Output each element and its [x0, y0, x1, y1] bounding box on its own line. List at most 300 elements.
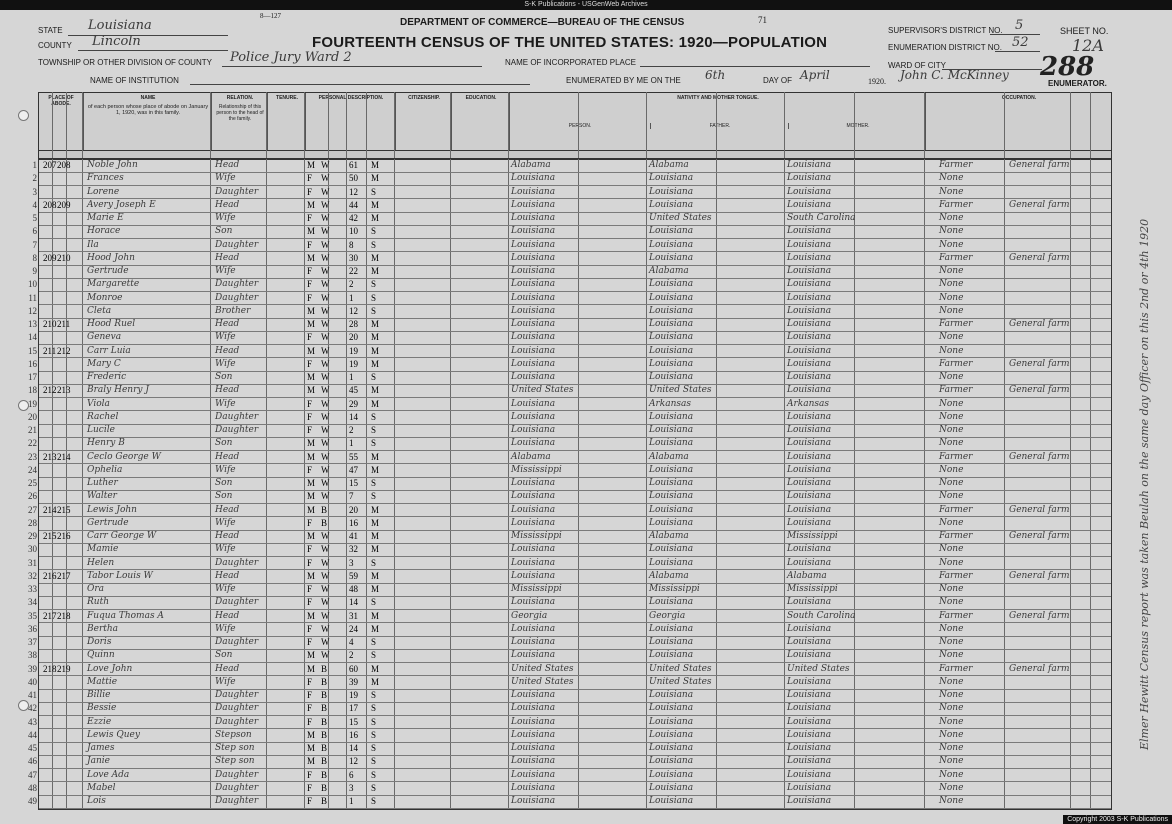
cell-rel: Son [215, 438, 233, 449]
cell-name: Frances [87, 173, 124, 184]
cell-mar: S [371, 239, 377, 250]
cell-mborn: Louisiana [787, 252, 832, 263]
cell-mborn: Louisiana [787, 597, 832, 608]
cell-rel: Daughter [215, 782, 259, 793]
line-number: 24 [28, 464, 37, 475]
cell-mar: S [371, 491, 377, 502]
cell-rel: Stepson [215, 729, 252, 740]
cell-born: Louisiana [511, 332, 556, 343]
cell-rel: Daughter [215, 796, 259, 806]
cell-rel: Daughter [215, 716, 259, 727]
cell-rel: Daughter [215, 703, 259, 714]
cell-occ: Farmer [939, 319, 973, 329]
line-number: 22 [28, 438, 37, 449]
cell-name: Noble John [87, 160, 138, 170]
line-number: 5 [32, 213, 37, 223]
line-number: 3 [32, 186, 37, 197]
cell-age: 48 [349, 584, 358, 594]
cell-ind: General farm [1009, 531, 1070, 541]
cell-rel: Daughter [215, 411, 259, 422]
cell-race: B [321, 703, 328, 714]
cell-race: W [321, 531, 330, 541]
cell-born: Louisiana [511, 279, 556, 290]
cell-fborn: United States [649, 676, 712, 687]
line-number: 7 [32, 239, 37, 250]
cell-born: Louisiana [511, 213, 556, 223]
cell-name: Carr Luia [87, 345, 131, 356]
cell-born: Louisiana [511, 226, 556, 237]
line-number: 36 [28, 623, 37, 634]
page-mark: 71 [758, 15, 767, 25]
cell-born: United States [511, 676, 574, 687]
cell-born: Alabama [511, 160, 551, 170]
cell-mborn: Louisiana [787, 279, 832, 290]
cell-dw: 217 [43, 610, 57, 621]
cell-occ: Farmer [939, 199, 973, 210]
cell-name: Horace [87, 226, 121, 237]
cell-fborn: Louisiana [649, 690, 694, 700]
cell-race: W [321, 491, 330, 502]
cell-mar: S [371, 372, 377, 382]
cell-sex: F [307, 186, 313, 197]
cell-race: W [321, 478, 330, 488]
cell-sex: M [307, 438, 316, 449]
cell-age: 29 [349, 398, 358, 409]
cell-race: W [321, 398, 330, 409]
cell-rel: Head [215, 199, 240, 210]
cell-sex: F [307, 676, 313, 687]
cell-fborn: Louisiana [649, 769, 694, 780]
cell-mborn: Louisiana [787, 650, 832, 661]
cell-name: Ruth [87, 597, 109, 608]
cell-mborn: Mississippi [787, 531, 838, 541]
line-number: 45 [28, 743, 37, 753]
cell-age: 14 [349, 411, 358, 422]
cell-mborn: Louisiana [787, 796, 832, 806]
cell-sex: M [307, 531, 316, 541]
cell-mar: M [371, 623, 380, 634]
cell-fborn: Louisiana [649, 425, 694, 435]
cell-name: Cleta [87, 305, 112, 316]
cell-fborn: Georgia [649, 610, 686, 621]
cell-rel: Wife [215, 266, 236, 276]
cell-rel: Step son [215, 743, 255, 753]
cell-occ: None [939, 743, 964, 753]
cell-mborn: Louisiana [787, 769, 832, 780]
table-row [28, 318, 1111, 332]
cell-mar: S [371, 729, 377, 740]
cell-fborn: Louisiana [649, 332, 694, 343]
cell-race: W [321, 372, 330, 382]
cell-age: 41 [349, 531, 358, 541]
cell-rel: Head [215, 345, 240, 356]
cell-race: W [321, 266, 330, 276]
cell-sex: F [307, 597, 313, 608]
cell-race: W [321, 239, 330, 250]
cell-born: Louisiana [511, 438, 556, 449]
cell-mborn: Louisiana [787, 438, 832, 449]
cell-sex: F [307, 398, 313, 409]
cell-fborn: Louisiana [649, 623, 694, 634]
cell-dw: 210 [43, 319, 57, 329]
cell-mar: S [371, 186, 377, 197]
cell-born: Louisiana [511, 491, 556, 502]
cell-race: W [321, 637, 330, 647]
table-row [28, 530, 1111, 544]
cell-rel: Daughter [215, 690, 259, 700]
cell-occ: Farmer [939, 385, 973, 396]
line-number: 42 [28, 703, 37, 714]
cell-fam: 214 [57, 451, 71, 462]
cell-sex: F [307, 292, 313, 303]
line-number: 47 [28, 769, 37, 780]
cell-age: 2 [349, 425, 354, 435]
cell-fborn: Alabama [649, 160, 689, 170]
line-number: 4 [32, 199, 37, 210]
cell-born: Mississippi [511, 464, 562, 475]
cell-ind: General farm [1009, 610, 1070, 621]
enumeration-value: 52 [1012, 35, 1029, 50]
cell-born: Louisiana [511, 266, 556, 276]
col-tenure: TENURE. [267, 93, 306, 151]
table-row [28, 689, 1111, 703]
cell-age: 42 [349, 213, 358, 223]
cell-mborn: Louisiana [787, 160, 832, 170]
line-number: 15 [28, 345, 37, 356]
cell-race: B [321, 796, 328, 806]
table-row [28, 424, 1111, 438]
form-number: 8—127 [260, 12, 281, 20]
cell-occ: None [939, 239, 964, 250]
cell-mar: M [371, 570, 380, 581]
cell-mar: M [371, 663, 380, 674]
cell-mborn: Louisiana [787, 623, 832, 634]
cell-rel: Daughter [215, 239, 259, 250]
line-number: 48 [28, 782, 37, 793]
cell-mar: S [371, 716, 377, 727]
cell-mar: S [371, 279, 377, 290]
cell-race: W [321, 199, 330, 210]
line-number: 2 [32, 173, 37, 184]
cell-mar: M [371, 332, 380, 343]
cell-mborn: Louisiana [787, 782, 832, 793]
enumerator-name: John C. McKinney [900, 68, 1009, 82]
cell-fborn: Louisiana [649, 597, 694, 608]
cell-rel: Son [215, 372, 233, 382]
cell-mborn: Louisiana [787, 703, 832, 714]
cell-sex: F [307, 623, 313, 634]
line-number: 20 [28, 411, 37, 422]
table-row [28, 358, 1111, 372]
cell-occ: None [939, 623, 964, 634]
line-number: 12 [28, 305, 37, 316]
cell-age: 28 [349, 319, 358, 329]
cell-rel: Son [215, 650, 233, 661]
table-row [32, 186, 1111, 200]
cell-age: 14 [349, 597, 358, 608]
cell-fborn: Louisiana [649, 716, 694, 727]
line-number: 37 [28, 637, 37, 647]
table-row [28, 331, 1111, 345]
cell-fborn: Louisiana [649, 186, 694, 197]
table-row [32, 199, 1111, 213]
cell-mar: S [371, 637, 377, 647]
cell-age: 12 [349, 756, 358, 767]
cell-mar: S [371, 769, 377, 780]
cell-age: 1 [349, 292, 354, 303]
cell-born: Louisiana [511, 557, 556, 568]
county-label: COUNTY [38, 41, 72, 50]
cell-occ: None [939, 266, 964, 276]
line-number: 31 [28, 557, 37, 568]
cell-name: Ezzie [87, 716, 112, 727]
cell-occ: None [939, 729, 964, 740]
line-number: 10 [28, 279, 37, 290]
table-row [28, 663, 1111, 677]
cell-mar: S [371, 756, 377, 767]
cell-name: Bertha [87, 623, 119, 634]
cell-fam: 209 [57, 199, 71, 210]
cell-fborn: Louisiana [649, 517, 694, 528]
cell-ind: General farm [1009, 252, 1070, 263]
cell-ind: General farm [1009, 663, 1070, 674]
cell-age: 15 [349, 478, 358, 488]
table-row [28, 464, 1111, 478]
cell-occ: None [939, 690, 964, 700]
cell-born: Louisiana [511, 690, 556, 700]
cell-sex: M [307, 729, 316, 740]
table-row [28, 716, 1111, 730]
enumeration-label: ENUMERATION DISTRICT NO. [888, 43, 1002, 52]
line-number: 32 [28, 570, 37, 581]
county-value: Lincoln [92, 34, 141, 49]
cell-occ: None [939, 544, 964, 555]
cell-born: Louisiana [511, 292, 556, 303]
cell-rel: Head [215, 531, 240, 541]
cell-mborn: Louisiana [787, 544, 832, 555]
table-row [28, 278, 1111, 292]
cell-mborn: Louisiana [787, 239, 832, 250]
line-number: 30 [28, 544, 37, 555]
cell-born: Louisiana [511, 425, 556, 435]
cell-mborn: Louisiana [787, 756, 832, 767]
line-number: 8 [32, 252, 37, 263]
cell-name: James [87, 743, 115, 753]
cell-fborn: Louisiana [649, 637, 694, 647]
cell-occ: None [939, 491, 964, 502]
cell-fborn: United States [649, 213, 712, 223]
cell-sex: F [307, 425, 313, 435]
cell-mborn: Louisiana [787, 451, 832, 462]
cell-mar: M [371, 173, 380, 184]
cell-fborn: Louisiana [649, 464, 694, 475]
cell-fborn: Louisiana [649, 478, 694, 488]
cell-rel: Wife [215, 464, 236, 475]
table-row [32, 225, 1111, 239]
census-title: FOURTEENTH CENSUS OF THE UNITED STATES: 1920—POPULATION [312, 34, 828, 51]
cell-sex: M [307, 372, 316, 382]
col-nativity: NATIVITY AND MOTHER TONGUE. PERSON. FATHER. MOTHER. [509, 93, 926, 151]
col-personal-description: PERSONAL DESCRIPTION. [305, 93, 396, 151]
cell-name: Walter [87, 491, 117, 502]
cell-name: Rachel [87, 411, 119, 422]
cell-mborn: South Carolina [787, 213, 856, 223]
cell-mborn: Louisiana [787, 637, 832, 647]
cell-race: W [321, 332, 330, 343]
col-relation: RELATION. Relationship of this person to the head of the family. [211, 93, 268, 151]
cell-age: 17 [349, 703, 358, 714]
cell-fborn: Louisiana [649, 345, 694, 356]
cell-sex: F [307, 279, 313, 290]
cell-mar: S [371, 796, 377, 806]
cell-mar: M [371, 517, 380, 528]
cell-occ: None [939, 597, 964, 608]
cell-mborn: Mississippi [787, 584, 838, 594]
cell-age: 7 [349, 491, 354, 502]
cell-rel: Wife [215, 213, 236, 223]
cell-race: W [321, 213, 330, 223]
cell-race: W [321, 411, 330, 422]
cell-born: Louisiana [511, 796, 556, 806]
line-number: 38 [28, 650, 37, 661]
cell-race: W [321, 557, 330, 568]
cell-name: Luther [87, 478, 118, 488]
cell-fborn: Louisiana [649, 729, 694, 740]
cell-ind: General farm [1009, 504, 1070, 515]
cell-occ: None [939, 279, 964, 290]
cell-age: 2 [349, 279, 354, 290]
cell-age: 19 [349, 345, 358, 356]
line-number: 33 [28, 584, 37, 594]
cell-born: Louisiana [511, 199, 556, 210]
cell-mborn: Louisiana [787, 358, 832, 369]
cell-age: 4 [349, 637, 354, 647]
cell-name: Doris [87, 637, 112, 647]
cell-age: 45 [349, 385, 358, 396]
cell-sex: F [307, 213, 313, 223]
cell-age: 44 [349, 199, 358, 210]
cell-race: W [321, 385, 330, 396]
cell-race: B [321, 756, 328, 767]
cell-dw: 209 [43, 252, 57, 263]
cell-occ: Farmer [939, 358, 973, 369]
cell-name: Ora [87, 584, 105, 594]
cell-dw: 207 [43, 160, 57, 170]
cell-sex: M [307, 385, 316, 396]
cell-sex: M [307, 743, 316, 753]
cell-name: Billie [87, 690, 111, 700]
cell-rel: Head [215, 610, 240, 621]
col-occupation: OCCUPATION. [925, 93, 1112, 151]
cell-born: Louisiana [511, 252, 556, 263]
cell-rel: Brother [215, 305, 251, 316]
cell-race: W [321, 226, 330, 237]
cell-rel: Daughter [215, 186, 259, 197]
cell-age: 12 [349, 305, 358, 316]
cell-sex: M [307, 610, 316, 621]
cell-mar: M [371, 199, 380, 210]
table-row [28, 702, 1111, 716]
table-row [28, 305, 1111, 319]
cell-race: B [321, 690, 328, 700]
table-row [28, 451, 1111, 465]
cell-ind: General farm [1009, 385, 1070, 396]
cell-race: W [321, 584, 330, 594]
cell-ind: General farm [1009, 160, 1070, 170]
sheet-label: SHEET NO. [1060, 26, 1109, 36]
cell-occ: None [939, 438, 964, 449]
cell-name: Geneva [87, 332, 122, 343]
cell-dw: 215 [43, 531, 57, 541]
cell-fam: 208 [57, 160, 71, 170]
cell-rel: Wife [215, 676, 236, 687]
cell-mborn: Louisiana [787, 372, 832, 382]
cell-fborn: Louisiana [649, 226, 694, 237]
day-of-label: DAY OF [763, 76, 793, 85]
table-row [28, 371, 1111, 385]
cell-race: B [321, 517, 328, 528]
cell-sex: F [307, 637, 313, 647]
cell-mar: S [371, 597, 377, 608]
cell-born: Louisiana [511, 411, 556, 422]
cell-sex: F [307, 703, 313, 714]
cell-mborn: Louisiana [787, 226, 832, 237]
cell-age: 3 [349, 782, 354, 793]
cell-ind: General farm [1009, 451, 1070, 462]
cell-race: B [321, 676, 328, 687]
cell-sex: F [307, 782, 313, 793]
cell-sex: F [307, 690, 313, 700]
cell-race: B [321, 782, 328, 793]
cell-rel: Daughter [215, 597, 259, 608]
cell-occ: None [939, 517, 964, 528]
cell-sex: F [307, 517, 313, 528]
cell-mar: S [371, 425, 377, 435]
cell-fborn: Louisiana [649, 411, 694, 422]
cell-name: Helen [87, 557, 115, 568]
col-name: NAME of each person whose place of abode on January 1, 1920, was in this family. [83, 93, 212, 151]
cell-name: Ceclo George W [87, 451, 161, 462]
margin-note: Elmer Hewitt Census report was taken Beulah on the same day Officer on this 2nd or 4th 1920 [1138, 218, 1151, 750]
cell-rel: Wife [215, 173, 236, 184]
cell-rel: Son [215, 226, 233, 237]
cell-name: Lois [87, 796, 106, 806]
cell-fam: 210 [57, 252, 71, 263]
cell-name: Love John [87, 663, 133, 674]
cell-age: 1 [349, 438, 354, 449]
cell-age: 20 [349, 332, 358, 343]
table-row [28, 623, 1111, 637]
cell-name: Ophelia [87, 464, 123, 475]
cell-mborn: United States [787, 663, 850, 674]
cell-fam: 212 [57, 345, 71, 356]
cell-fborn: Louisiana [649, 252, 694, 263]
line-number: 40 [28, 676, 37, 687]
cell-sex: M [307, 226, 316, 237]
cell-mar: M [371, 531, 380, 541]
line-number: 46 [28, 756, 37, 767]
township-value: Police Jury Ward 2 [230, 50, 352, 65]
cell-ind: General farm [1009, 570, 1070, 581]
cell-mborn: Louisiana [787, 266, 832, 276]
cell-occ: None [939, 478, 964, 488]
cell-mar: M [371, 584, 380, 594]
table-row [28, 517, 1111, 531]
cell-race: W [321, 160, 330, 170]
line-number: 16 [28, 358, 37, 369]
line-number: 39 [28, 663, 37, 674]
cell-rel: Wife [215, 332, 236, 343]
